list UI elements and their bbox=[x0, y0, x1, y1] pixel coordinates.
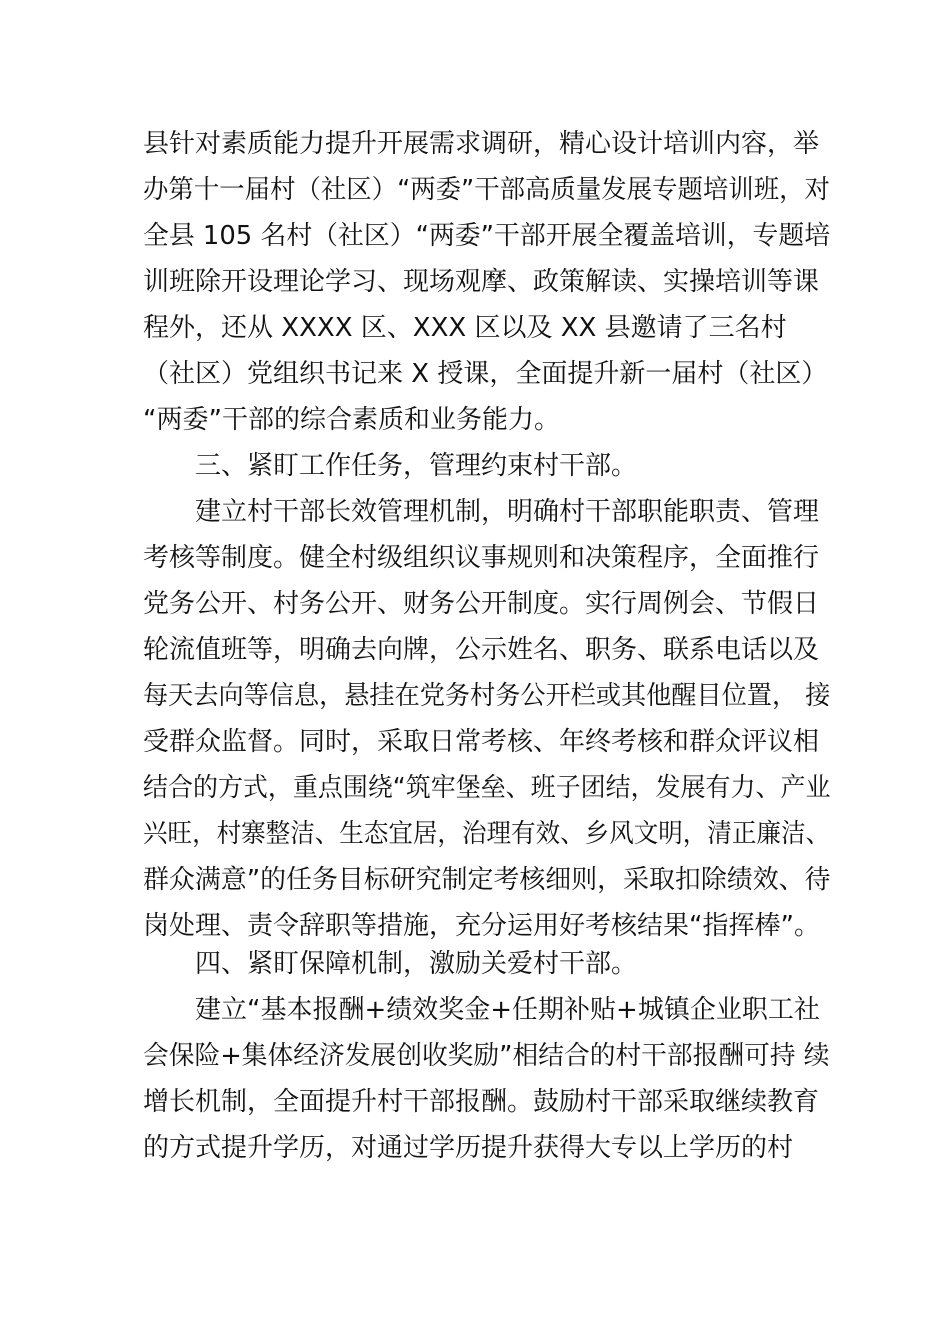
text-line: 考核等制度。健全村级组织议事规则和决策程序，全面推行 bbox=[143, 543, 820, 573]
text-line: 每天去向等信息，悬挂在党务村务公开栏或其他醒目位置， 接 bbox=[143, 681, 831, 711]
text-line: 结合的方式，重点围绕“筑牢堡垒、班子团结，发展有力、产业 bbox=[143, 773, 831, 803]
text-line: 党务公开、村务公开、财务公开制度。实行周例会、节假日 bbox=[143, 589, 820, 619]
paragraph-first-line: 建立“基本报酬+绩效奖金+任期补贴+城镇企业职工社 bbox=[195, 995, 820, 1025]
section-heading: 四、紧盯保障机制，激励关爱村干部。 bbox=[195, 949, 638, 979]
text-line: 的方式提升学历，对通过学历提升获得大专以上学历的村 bbox=[143, 1133, 794, 1163]
text-line: “两委”干部的综合素质和业务能力。 bbox=[143, 405, 560, 435]
text-line: （社区）党组织书记来 X 授课，全面提升新一届村（社区） bbox=[143, 359, 828, 389]
text-line: 程外，还从 XXXX 区、XXX 区以及 XX 县邀请了三名村 bbox=[143, 313, 787, 343]
section-heading: 三、紧盯工作任务，管理约束村干部。 bbox=[195, 451, 638, 481]
text-line: 兴旺，村寨整洁、生态宜居，治理有效、乡风文明，清正廉洁、 bbox=[143, 819, 831, 849]
text-line: 增长机制，全面提升村干部报酬。鼓励村干部采取继续教育 bbox=[143, 1087, 820, 1117]
text-line: 受群众监督。同时，采取日常考核、年终考核和群众评议相 bbox=[143, 727, 820, 757]
text-line: 县针对素质能力提升开展需求调研，精心设计培训内容，举 bbox=[143, 129, 820, 159]
text-line: 办第十一届村（社区）“两委”干部高质量发展专题培训班，对 bbox=[143, 175, 830, 205]
text-line: 训班除开设理论学习、现场观摩、政策解读、实操培训等课 bbox=[143, 267, 820, 297]
paragraph-first-line: 建立村干部长效管理机制，明确村干部职能职责、管理 bbox=[195, 497, 820, 527]
text-line: 会保险+集体经济发展创收奖励”相结合的村干部报酬可持 续 bbox=[143, 1041, 830, 1071]
text-line: 轮流值班等，明确去向牌，公示姓名、职务、联系电话以及 bbox=[143, 635, 820, 665]
text-line: 岗处理、责令辞职等措施，充分运用好考核结果“指挥棒”。 bbox=[143, 911, 820, 941]
text-line: 全县 105 名村（社区）“两委”干部开展全覆盖培训，专题培 bbox=[143, 221, 831, 251]
text-line: 群众满意”的任务目标研究制定考核细则，采取扣除绩效、待 bbox=[143, 865, 831, 895]
